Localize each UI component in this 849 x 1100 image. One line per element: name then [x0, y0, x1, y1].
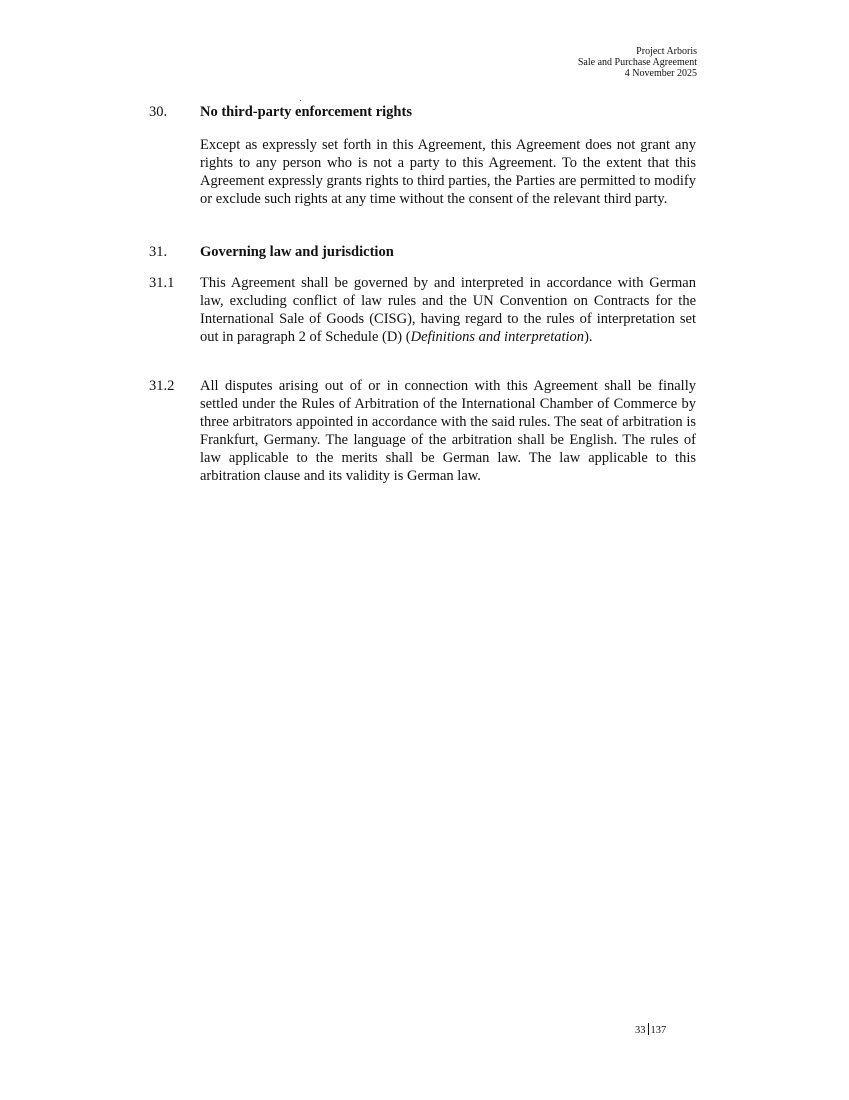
clause-31-2-text: All disputes arising out of or in connection with this Agreement shall be finally settled under the Rules of Arbitration of the International Chamber of Commerce by three arbitrators appointed in accordance with the said rules. The seat of arbitration is Frankfurt, Germany. The language of the arbitration shall be English. The rules of law applicable to the merits shall be German law. The law applicable to this arbitration clause and its validity is German law. — [200, 378, 696, 484]
page-number: 33 — [635, 1025, 646, 1036]
page-number-footer — [635, 1023, 666, 1037]
header-date: 4 November 2025 — [624, 68, 697, 79]
clause-31-1-italic: Definitions and interpretation — [410, 329, 585, 345]
clause-31-1-main: This Agreement shall be governed by and interpreted in accordance with German law, excluding conflict of law rules and the UN Convention on Contracts for the International Sale of Goods (CISG), having regard to the rules of interpretation set out in paragraph 2 of Schedule (D) ( — [200, 275, 696, 345]
section-30-body: Except as expressly set forth in this Agreement, this Agreement does not grant any rights to any person who is not a party to this Agreement. To the extent that this Agreement expressly grants rights to third parties, the Parties are permitted to modify or exclude such rights at any time without the consent of the relevant third party. — [200, 137, 696, 207]
page-header — [578, 46, 697, 79]
section-31-number: 31. — [149, 244, 168, 260]
stray-mark — [300, 100, 301, 101]
section-31-title: Governing law and jurisdiction — [200, 244, 394, 260]
header-document-title: Sale and Purchase Agreement — [577, 57, 697, 68]
clause-31-1-number: 31.1 — [149, 275, 175, 291]
clause-31-1-text — [200, 274, 696, 346]
header-project: Project Arboris — [636, 46, 697, 57]
clause-31-1-end: ). — [584, 329, 593, 345]
page-total: 137 — [650, 1025, 667, 1036]
section-30-title: No third-party enforcement rights — [200, 104, 412, 120]
section-30-number: 30. — [149, 104, 168, 120]
clause-31-2-number: 31.2 — [149, 378, 175, 394]
page-separator — [648, 1023, 649, 1035]
